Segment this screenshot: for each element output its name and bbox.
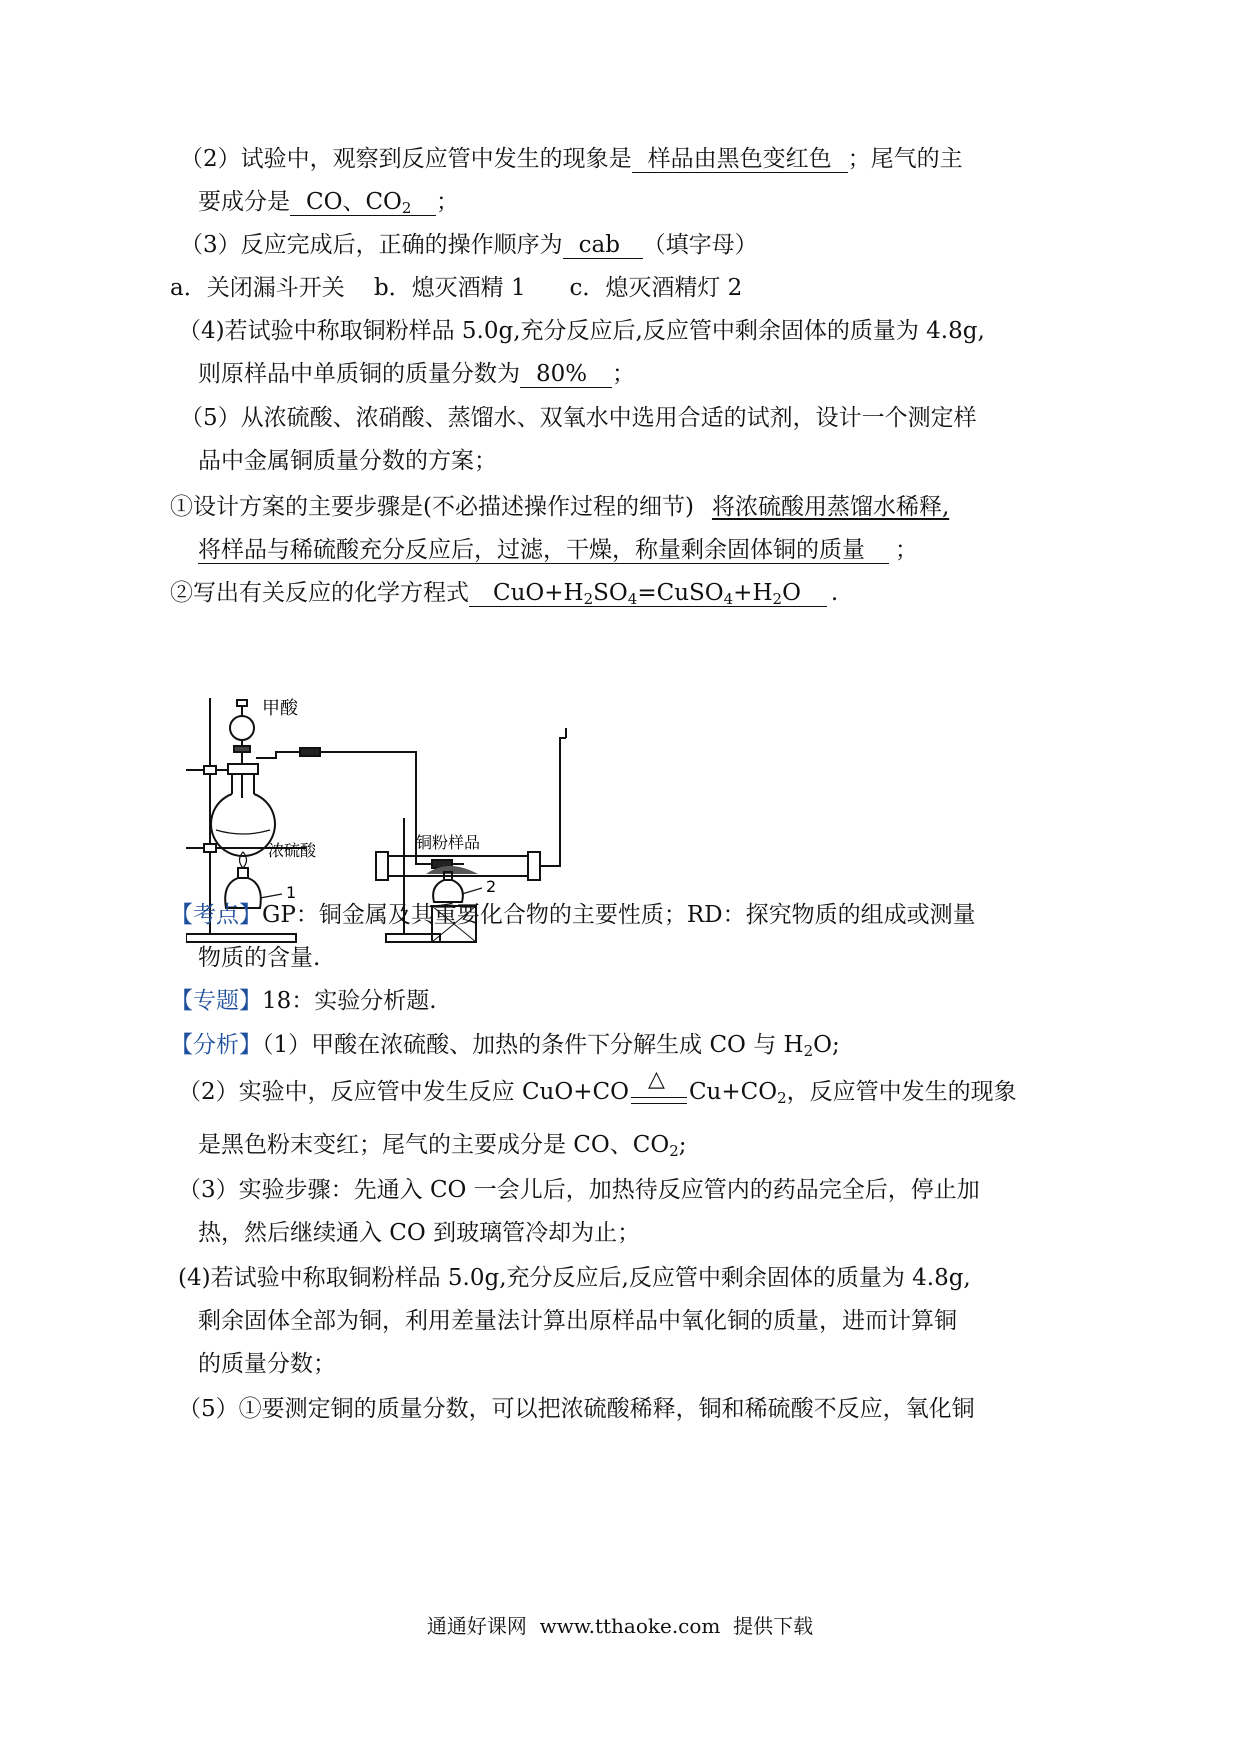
fenxi-p5-line1: （5）①要测定铜的质量分数，可以把浓硫酸稀释，铜和稀硫酸不反应，氧化铜 bbox=[178, 1396, 975, 1422]
q2-answer-gas: CO、$CO_2$ bbox=[290, 189, 436, 216]
q5-sub2-prefix: ②写出有关反应的化学方程式 bbox=[170, 580, 469, 606]
q5-sub1-answer-b: 将样品与稀硫酸充分反应后，过滤，干燥，称量剩余固体铜的质量 bbox=[198, 537, 889, 564]
q2-line2-prefix: 要成分是 bbox=[198, 189, 290, 215]
label-formic-acid: 甲酸 bbox=[262, 698, 298, 719]
fenxi-p3-line2: 热，然后继续通入 CO 到玻璃管冷却为止； bbox=[198, 1220, 641, 1246]
q4-answer: 80% bbox=[520, 361, 612, 388]
q5-sub1-answer-a: 将浓硫酸用蒸馏水稀释, bbox=[711, 494, 950, 520]
fenxi-p4-line3: 的质量分数； bbox=[198, 1351, 336, 1377]
fenxi-p1: 【分析】（1）甲酸在浓硫酸、加热的条件下分解生成 CO 与 $H_2O$; bbox=[170, 1032, 840, 1060]
q3-answer: cab bbox=[563, 232, 643, 259]
heating-reaction-sign: △ bbox=[629, 1077, 689, 1107]
q3-line bbox=[180, 230, 758, 260]
alcohol-lamp-2 bbox=[433, 880, 463, 902]
fenxi-p4-line1: (4)若试验中称取铜粉样品 5.0g,充分反应后,反应管中剩余固体的质量为 4.8g, bbox=[178, 1265, 971, 1291]
q4-line1: （4)若试验中称取铜粉样品 5.0g,充分反应后,反应管中剩余固体的质量为 4.8g, bbox=[178, 318, 985, 344]
page-footer: 通通好课网 www.tthaoke.com 提供下载 bbox=[426, 1614, 814, 1638]
q5-sub2-end: . bbox=[830, 580, 839, 606]
q2-end: ； bbox=[436, 189, 459, 215]
q5-line1: （5）从浓硫酸、浓硝酸、蒸馏水、双氧水中选用合适的试剂，设计一个测定样 bbox=[180, 405, 977, 431]
q2-mid-text: ；尾气的主 bbox=[847, 146, 963, 172]
q3-suffix: （填字母） bbox=[642, 232, 758, 258]
kaodian-line1 bbox=[170, 900, 976, 930]
kaodian-text1: GP：铜金属及其重要化合物的主要性质；RD：探究物质的组成或测量 bbox=[262, 902, 976, 928]
q3-options: a．关闭漏斗开关 b．熄灭酒精 1 c．熄灭酒精灯 2 bbox=[170, 275, 743, 301]
label-conc-sulfuric-acid: 浓硫酸 bbox=[268, 841, 317, 860]
fenxi-p4-line2: 剩余固体全部为铜，利用差量法计算出原样品中氧化铜的质量，进而计算铜 bbox=[198, 1308, 957, 1334]
q2-answer-phenomenon: 样品由黑色变红色 bbox=[632, 146, 848, 173]
kaodian-line2: 物质的含量. bbox=[198, 945, 321, 971]
zhuanti-text: 18：实验分析题. bbox=[262, 988, 437, 1014]
dropping-funnel bbox=[230, 716, 254, 740]
q4-line2-prefix: 则原样品中单质铜的质量分数为 bbox=[198, 361, 520, 387]
q5-sub1-line2 bbox=[198, 535, 918, 565]
q5-sub1-prefix: ①设计方案的主要步骤是(不必描述操作过程的细节) bbox=[170, 494, 694, 520]
q2-line2 bbox=[198, 187, 459, 217]
label-copper-sample: 铜粉样品 bbox=[416, 833, 481, 852]
round-bottom-flask bbox=[211, 794, 275, 856]
zhuanti-tag: 【专题】 bbox=[170, 988, 262, 1014]
q2-line1 bbox=[180, 144, 963, 174]
label-lamp-1: 1 bbox=[286, 883, 297, 902]
q5-sub2-equation: $CuO+H_2SO_4=CuSO_4+H_2O$ bbox=[469, 580, 827, 607]
q5-sub1-line1 bbox=[170, 492, 949, 522]
q5-sub1-end: ； bbox=[895, 537, 918, 563]
label-lamp-2: 2 bbox=[486, 877, 497, 896]
fenxi-p3-line1: （3）实验步骤：先通入 CO 一会儿后，加热待反应管内的药品完全后，停止加 bbox=[178, 1177, 980, 1203]
exhaust-tube bbox=[540, 738, 566, 866]
fenxi-p2-line1: （2）实验中，反应管中发生反应 CuO+CO △ $Cu+CO_2$，反应管中发生的现象 bbox=[178, 1067, 1017, 1107]
q3-question-text: （3）反应完成后，正确的操作顺序为 bbox=[180, 232, 563, 258]
q4-end: ； bbox=[612, 361, 635, 387]
fenxi-p2-line2: 是黑色粉末变红；尾气的主要成分是 CO、$CO_2$; bbox=[198, 1132, 687, 1160]
kaodian-tag: 【考点】 bbox=[170, 902, 262, 928]
q5-sub2-line bbox=[170, 578, 838, 608]
zhuanti-line bbox=[170, 986, 437, 1016]
fenxi-tag: 【分析】 bbox=[170, 1032, 262, 1058]
q5-line2: 品中金属铜质量分数的方案； bbox=[198, 448, 497, 474]
stand-base-left bbox=[186, 934, 296, 942]
q2-question-text: （2）试验中，观察到反应管中发生的现象是 bbox=[180, 146, 632, 172]
q4-line2 bbox=[198, 359, 635, 389]
